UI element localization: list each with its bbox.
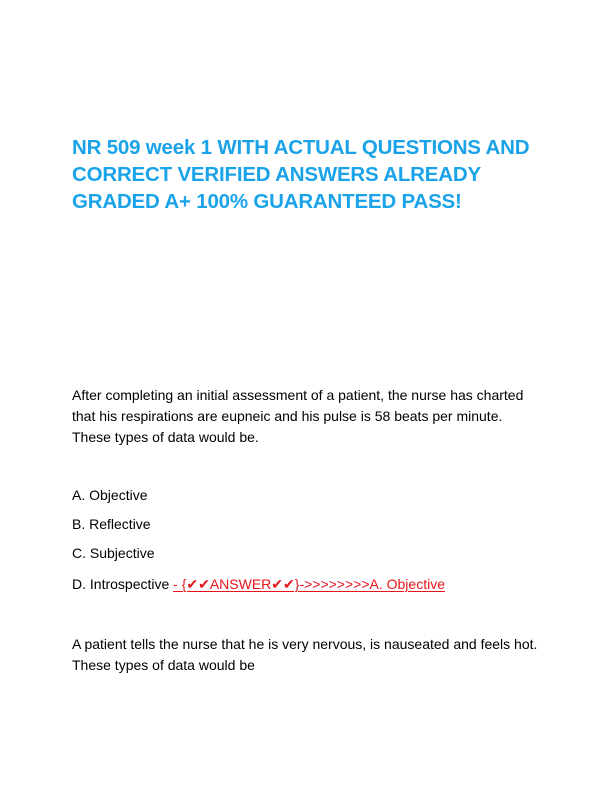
question-1-option-b: B. Reflective bbox=[72, 516, 151, 532]
question-2-text: A patient tells the nurse that he is very nervous, is nauseated and feels hot. These types of data would be bbox=[72, 636, 538, 673]
question-1-option-d-line bbox=[72, 574, 445, 594]
question-1-answer: - {✔✔ANSWER✔✔}->>>>>>>>A. Objective bbox=[173, 576, 445, 592]
question-1-text: After completing an initial assessment of a patient, the nurse has charted that his respirations are eupneic and his pulse is 58 beats per minute. These types of data would be. bbox=[72, 387, 524, 445]
question-1-option-a: A. Objective bbox=[72, 487, 148, 503]
document-title: NR 509 week 1 WITH ACTUAL QUESTIONS AND CORRECT VERIFIED ANSWERS ALREADY GRADED A+ 100% GUARANTEED PASS! bbox=[72, 136, 530, 213]
question-1-option-d: D. Introspective bbox=[72, 576, 170, 592]
question-1-option-c: C. Subjective bbox=[72, 545, 155, 561]
